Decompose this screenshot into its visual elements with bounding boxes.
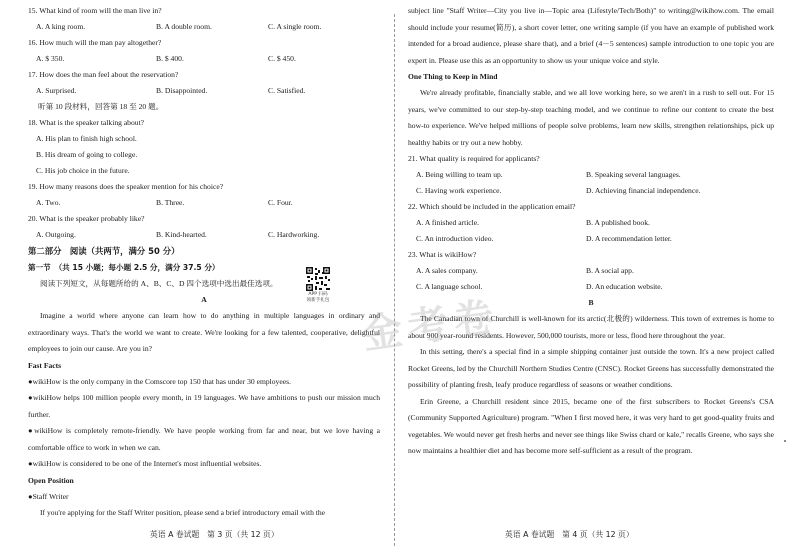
answer-option: B. A published book. — [586, 218, 650, 227]
right-page — [408, 0, 774, 560]
answer-option: A. Being willing to team up. — [416, 170, 503, 179]
answer-options-row — [28, 195, 380, 211]
answer-option: B. Three. — [156, 198, 185, 207]
answer-option: A. A king room. — [36, 22, 86, 31]
fast-fact-item: ●wikiHow helps 100 million people every month, in 19 languages. We have ambitions to push our mission much further. — [28, 393, 380, 419]
answer-option: C. Satisfied. — [268, 86, 306, 95]
answer-option: A. Outgoing. — [36, 230, 76, 239]
answer-options-row — [408, 279, 774, 295]
passage-b-letter: B — [588, 298, 594, 307]
answer-options-row — [28, 51, 380, 67]
answer-option: A. A sales company. — [416, 266, 478, 275]
question-stem: 16. How much will the man pay altogether? — [28, 38, 162, 47]
reading-questions — [408, 151, 774, 295]
question-stem: 18. What is the speaker talking about? — [28, 118, 145, 127]
answer-option: C. Hardworking. — [268, 230, 320, 239]
listening-note: 听第 10 段材料，回答第 18 至 20 题。 — [38, 102, 164, 111]
answer-option: B. Kind-hearted. — [156, 230, 207, 239]
qr-caption-2: 领新手礼包 — [306, 298, 330, 303]
question-stem: 20. What is the speaker probably like? — [28, 214, 145, 223]
qr-caption-1: APP 扫码 — [308, 292, 328, 297]
answer-options-row — [408, 215, 774, 231]
fast-facts-list — [28, 374, 380, 473]
footer-page-4: 英语 A 卷试题 第 4 页（共 12 页） — [505, 530, 634, 539]
answer-option: B. Speaking several languages. — [586, 170, 681, 179]
passage-a-intro: Imagine a world where anyone can learn how to do anything in multiple languages in ordinary and extraordinary ways. That's the world we want to create. We're looking for a few talented, cooperative, delightful employees to join our cause. Are you in? — [28, 311, 380, 353]
part-two-title: 第二部分 阅读（共两节，满分 50 分） — [28, 246, 180, 256]
watermark-logo: 金考卷 — [359, 292, 503, 359]
answer-option: D. Achieving financial independence. — [586, 186, 701, 195]
answer-option: C. A language school. — [416, 282, 483, 291]
answer-options-row — [28, 19, 380, 35]
question-stem: 17. How does the man feel about the reservation? — [28, 70, 179, 79]
answer-option: B. $ 400. — [156, 54, 184, 63]
passage-b-paragraph: In this setting, there's a special find in a simple shipping container just outside the town. It's a new project called Rocket Greens, led by the Churchill Northern Studies Centre (CNSC). Rocket Greens has successfully demonstrated the possibility of planting fresh, leafy produce regardless of seasons or weather conditions. — [408, 347, 774, 389]
answer-options-row — [408, 183, 774, 199]
answer-option: A. A finished article. — [416, 218, 480, 227]
fast-fact-item: ●wikiHow is completely remote-friendly. We have people working from far and near, but we love having a comfortable office to work in when we can. — [28, 426, 380, 452]
answer-option: A. Surprised. — [36, 86, 77, 95]
keep-in-mind-heading: One Thing to Keep in Mind — [408, 72, 498, 81]
answer-option: A. Two. — [36, 198, 61, 207]
scan-dot — [784, 440, 786, 442]
answer-option: C. His job choice in the future. — [36, 166, 130, 175]
answer-option: D. A recommendation letter. — [586, 234, 672, 243]
footer-page-3: 英语 A 卷试题 第 3 页（共 12 页） — [150, 530, 279, 539]
answer-option: C. $ 450. — [268, 54, 296, 63]
keep-in-mind-text: We're already profitable, financially stable, and we all love working here, so we aren't in a rush to sell out. For 15 years, we've committed to our step-by-step teaching model, and we continue to refine our content to create the best how-to experience. We've helped millions of people solve problems, learn new skills, strengthen relationships, pick up healthy habits or try out a new hobby. — [408, 88, 774, 147]
section-one-title: 第一节 （共 15 小题；每小题 2.5 分，满分 37.5 分） — [28, 263, 220, 272]
question-stem: 23. What is wikiHow? — [408, 250, 477, 259]
question-stem: 19. How many reasons does the speaker mention for his choice? — [28, 182, 224, 191]
answer-option: A. His plan to finish high school. — [36, 134, 137, 143]
answer-options-row — [28, 83, 380, 99]
answer-option: D. An education website. — [586, 282, 663, 291]
fast-fact-item: ●wikiHow is considered to be one of the Internet's most influential websites. — [28, 459, 262, 468]
open-position-heading: Open Position — [28, 475, 74, 485]
answer-options-row — [408, 167, 774, 183]
question-stem: 22. Which should be included in the application email? — [408, 202, 576, 211]
answer-options-row — [408, 263, 774, 279]
page-divider — [394, 14, 395, 546]
passage-b-paragraph: The Canadian town of Churchill is well-known for its arctic(北极的) wilderness. This town of extremes is home to about 900 year-round residents. However, 500,000 tourists, more or less, flood here throughout the year. — [408, 314, 774, 340]
answer-option: C. Four. — [268, 198, 293, 207]
listening-questions — [28, 3, 380, 243]
passage-b-paragraph: Erin Greene, a Churchill resident since 2015, became one of the first subscribers to Rocket Greens's CSA (Community Supported Agriculture) program. "When I first moved here, it was very hard to get good-quality fruits and vegetables. We would never get fresh herbs and never see things like Swiss chard or kale," recalls Greene, who says she now maintains a healthier diet and has become more self-sufficient as a result of the program. — [408, 396, 774, 455]
qr-code[interactable] — [300, 266, 336, 304]
answer-option: B. Disappointed. — [156, 86, 208, 95]
answer-option: B. A social app. — [586, 266, 634, 275]
position-item: ●Staff Writer — [28, 491, 69, 501]
reading-instruction: 阅读下列短文，从每题所给的 A、B、C、D 四个选项中选出最佳选项。 — [40, 279, 278, 288]
answer-option: C. Having work experience. — [416, 186, 502, 195]
apply-text: If you're applying for the Staff Writer position, please send a brief introductory email with the — [40, 507, 326, 517]
answer-options-row — [28, 227, 380, 243]
question-stem: 21. What quality is required for applicants? — [408, 154, 540, 163]
answer-option: C. An introduction video. — [416, 234, 494, 243]
question-stem: 15. What kind of room will the man live in? — [28, 6, 162, 15]
answer-option: A. $ 350. — [36, 54, 65, 63]
fast-facts-heading: Fast Facts — [28, 360, 62, 370]
qr-code-icon — [305, 266, 331, 292]
passage-a-continued: subject line "Staff Writer—City you live in—Topic area (Lifestyle/Tech/Both)" to writing@wikihow.com. The email should include your resume(简历), a short cover letter, one writing sample (if you have an example of published work intended for a broad audience, please share that), and a brief (4－5 sentences) sample introduction to one topic you are expert in. Please use this as an opportunity to show us your unique voice and style. — [408, 6, 774, 65]
answer-options-row — [408, 231, 774, 247]
fast-fact-item: ●wikiHow is the only company in the Comscore top 150 that has under 30 employees. — [28, 376, 291, 386]
passage-a-letter: A — [201, 295, 207, 304]
answer-option: B. His dream of going to college. — [36, 150, 138, 159]
answer-option: C. A single room. — [268, 22, 322, 31]
answer-option: B. A double room. — [156, 22, 212, 31]
